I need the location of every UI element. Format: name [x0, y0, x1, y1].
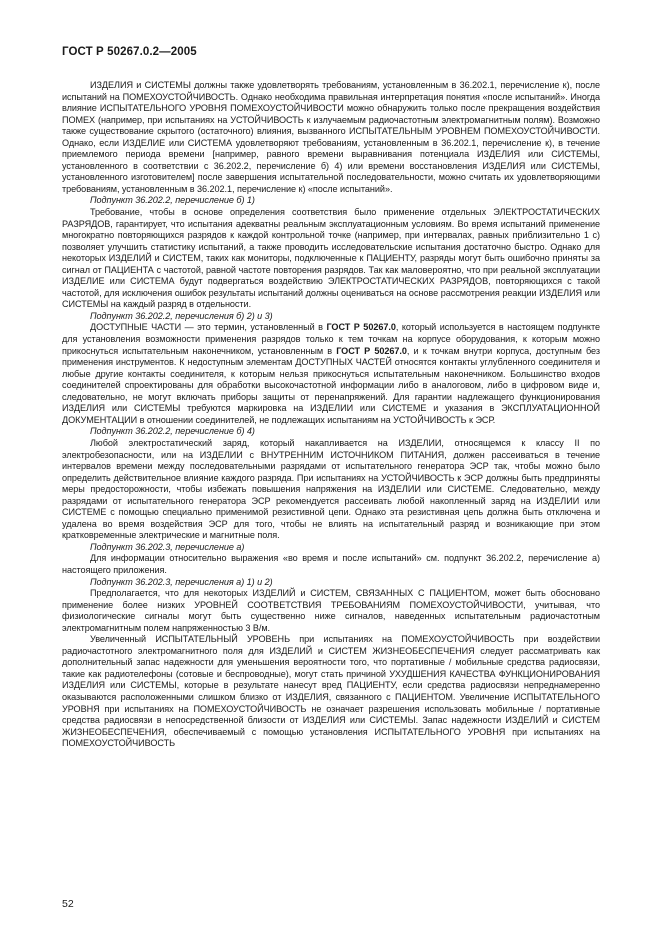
text-run: ДОСТУПНЫЕ ЧАСТИ — это термин, установленный в: [90, 322, 327, 333]
paragraph-accessible-parts: [62, 322, 600, 426]
text-run: , и к точкам внутри корпуса, доступным без применения инструментов. К недоступным элементам ДОСТУПНЫХ ЧАСТЕЙ относятся контакты углубленного соединителя и любые другие контакты соединителя, к которым нельзя прикоснуться испытательным наконечником. Большинство входов соединителей спроектированы для обработки высокочастотной информации либо в аналоговом, либо в цифровом виде и, следовательно, не могут включать приборы защиты от перенапряжений. Для гарантии надлежащего функционирования ИЗДЕЛИЯ или СИСТЕМЫ требуются маркировка на ИЗДЕЛИИ или СИСТЕМЕ и указания в ЭКСПЛУАТАЦИОННОЙ ДОКУМЕНТАЦИИ в отношении соединителей, не подлежащих испытаниям на УСТОЙЧИВОСТЬ к ЭСР.: [62, 345, 600, 425]
paragraph: Для информации относительно выражения «во время и после испытаний» см. подпункт 36.202.2, перечисление а) настоящего приложения.: [62, 553, 600, 575]
paragraph: Любой электростатический заряд, который накапливается на ИЗДЕЛИИ, относящемся к классу II по электробезопасности, или на ИЗДЕЛИИ с ВНУТРЕННИМ ИСТОЧНИКОМ ПИТАНИЯ, должен рассеиваться в течение интервалов времени между последовательными разрядами от испытательного генератора ЭСР так, чтобы можно было определить действительное влияние каждого разряда. При испытаниях на УСТОЙЧИВОСТЬ к ЭСР должны быть предприняты меры предосторожности, чтобы избежать повышения напряжения на ИЗДЕЛИИ или СИСТЕМЕ. Следовательно, между разрядами от испытательного генератора ЭСР рекомендуется рассеивать любой накопленный заряд на ИЗДЕЛИИ или СИСТЕМЕ с помощью специально применимой резистивной цепи. Однако эта резистивная цепь должна быть отключена и удалена во время воздействия ЭСР для того, чтобы не влиять на испытательный разряд и возникающие при этом кратковременные электрические и магнитные поля.: [62, 437, 600, 541]
subclause-heading: Подпункт 36.202.3, перечисления а) 1) и 2): [90, 576, 273, 587]
paragraph: ИЗДЕЛИЯ и СИСТЕМЫ должны также удовлетворять требованиям, установленным в 36.202.1, перечисление к), после испытаний на ПОМЕХОУСТОЙЧИВОСТЬ. Однако необходима правильная интерпретация понятия «после испытаний». Иногда влияние ИСПЫТАТЕЛЬНОГО УРОВНЯ ПОМЕХОУСТОЙЧИВОСТИ можно обнаружить только после прекращения воздействия ПОМЕХ (например, при испытаниях на УСТОЙЧИВОСТЬ к излучаемым радиочастотным электромагнитным полям). Возможно также существование скрытого (остаточного) влияния, вызванного ИСПЫТАТЕЛЬНЫМ УРОВНЕМ ПОМЕХОУСТОЙЧИВОСТИ. Однако, если ИЗДЕЛИЕ или СИСТЕМА удовлетворяют требованиям, установленным в 36.202.1, перечисление к), в течение приемлемого периода времени [например, равного времени выравнивания потенциала ИЗДЕЛИЯ или СИСТЕМЫ, установленного в соответствии с 36.202.2, перечисление б) 4) или времени восстановления ИЗДЕЛИЯ или СИСТЕМЫ, установленного изготовителем] после завершения испытательной последовательности, можно считать их удовлетворяющими требованиям, установленным в 36.202.1, перечисление к) «после испытаний».: [62, 80, 600, 194]
subclause-heading: Подпункт 36.202.2, перечисление б) 4): [90, 426, 255, 437]
subclause-heading: Подпункт 36.202.2, перечисления б) 2) и 3): [90, 310, 273, 321]
subclause-heading: Подпункт 36.202.2, перечисление б) 1): [90, 195, 255, 206]
paragraph: Увеличенный ИСПЫТАТЕЛЬНЫЙ УРОВЕНЬ при испытаниях на ПОМЕХОУСТОЙЧИВОСТЬ при воздействии радиочастотного электромагнитного поля для ИЗДЕЛИЙ и СИСТЕМ ЖИЗНЕОБЕСПЕЧЕНИЯ следует рассматривать как дополнительный запас надежности для уменьшения вероятности того, что портативные / мобильные средства радиосвязи, такие как радиотелефоны (сотовые и беспроводные), могут стать причиной УХУДШЕНИЯ КАЧЕСТВА ФУНКЦИОНИРОВАНИЯ ИЗДЕЛИЯ или СИСТЕМЫ, которые в результате нанесут вред ПАЦИЕНТУ, если средства радиосвязи непреднамеренно оказываются расположенными слишком близко от ИЗДЕЛИЯ, связанного с ПАЦИЕНТОМ. Увеличение ИСПЫТАТЕЛЬНОГО УРОВНЯ при испытаниях на ПОМЕХОУСТОЙЧИВОСТЬ не означает разрешения использовать мобильные / портативные средства радиосвязи в непосредственной близости от ИЗДЕЛИЯ или СИСТЕМЫ. Запас надежности ИЗДЕЛИЙ и СИСТЕМ ЖИЗНЕОБЕСПЕЧЕНИЯ, обеспечиваемый с помощью установления ИСПЫТАТЕЛЬНОГО УРОВНЯ при испытаниях на ПОМЕХОУСТОЙЧИВОСТЬ: [62, 634, 600, 749]
text-run: , который используется в настоящем подпункте для установления возможности применения разрядов только к тем точкам на корпусе оборудования, к которым можно прикоснуться испытательным наконечником, установленным в: [62, 322, 600, 356]
document-body: [62, 80, 600, 750]
standard-reference: ГОСТ Р 50267.0: [326, 322, 396, 333]
paragraph: Требование, чтобы в основе определения соответствия было применение отдельных ЭЛЕКТРОСТАТИЧЕСКИХ РАЗРЯДОВ, гарантирует, что испытания адекватны реальным эксплуатационным условиям. Во время испытаний применение многократно повторяющихся разрядов к каждой контрольной точке (например, при интервалах, равных приблизительно 1 с) позволяет улучшить статистику испытаний, а также проводить исследовательские испытания достаточно быстро. Однако для некоторых ИЗДЕЛИЙ и СИСТЕМ, таких как мониторы, подключенные к ПАЦИЕНТУ, разряды могут быть ошибочно приняты за сигнал от ПАЦИЕНТА с частотой, равной частоте повторения разрядов. Так как маловероятно, что при реальной эксплуатации ИЗДЕЛИЕ или СИСТЕМА будут подвергаться воздействию ЭЛЕКТРОСТАТИЧЕСКИХ РАЗРЯДОВ, повторяющихся с такой частотой, для исключения ошибок результаты испытаний должны оцениваться на основе рассмотрения реакции ИЗДЕЛИЯ или СИСТЕМЫ на каждый разряд в отдельности.: [62, 207, 600, 310]
page-number: 52: [62, 898, 74, 910]
paragraph: Предполагается, что для некоторых ИЗДЕЛИЙ и СИСТЕМ, СВЯЗАННЫХ С ПАЦИЕНТОМ, может быть обосновано применение более низких УРОВНЕЙ СООТВЕТСТВИЯ ТРЕБОВАНИЯМ ПОМЕХОУСТОЙЧИВОСТИ, учитывая, что физиологические сигналы могут быть существенно ниже сигналов, наведенных испытательным радиочастотным электромагнитным полем напряженностью 3 В/м.: [62, 588, 600, 633]
standard-reference: ГОСТ Р 50267.0: [336, 345, 407, 356]
page-header: ГОСТ Р 50267.0.2—2005: [62, 46, 197, 58]
subclause-heading: Подпункт 36.202.3, перечисление а): [90, 541, 245, 552]
